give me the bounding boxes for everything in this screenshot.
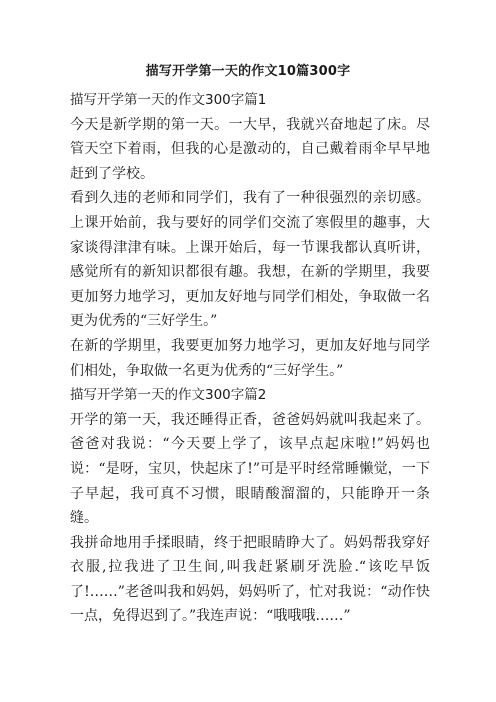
section-heading-2: 描写开学第一天的作文300字篇2: [70, 387, 267, 404]
section-heading-1: 描写开学第一天的作文300字篇1: [70, 92, 267, 108]
paragraph-1: 今天是新学期的第一天。一大早，我就兴奋地起了床。尽管天空下着雨，但我的心是激动的，自己戴着雨伞早早地赶到了学校。: [70, 116, 430, 182]
paragraph-3: 在新的学期里，我要更加努力地学习，更加友好地与同学们相处，争取做一名更为优秀的“三好学生。”: [70, 337, 430, 379]
document-body: [70, 88, 430, 629]
paragraph-5: 我拼命地用手揉眼睛，终于把眼睛睁大了。妈妈帮我穿好衣服,拉我进了卫生间,叫我赶紧刷牙洗脸.“该吃早饭了!……”老爸叫我和妈妈，妈妈听了，忙对我说：“动作快一点，免得迟到了。”我连声说：“哦哦哦……”: [70, 534, 430, 625]
document-title: 描写开学第一天的作文10篇300字: [145, 64, 351, 79]
paragraph-4: 开学的第一天，我还睡得正香，爸爸妈妈就叫我起来了。爸爸对我说：“今天要上学了，该早点起床啦!”妈妈也说：“是呀，宝贝，快起床了!”可是平时经常睡懒觉，一下子早起，我可真不习惯，眼睛酸溜溜的，只能睁开一条缝。: [70, 411, 430, 527]
paragraph-2: 看到久违的老师和同学们，我有了一种很强烈的亲切感。上课开始前，我与要好的同学们交流了寒假里的趣事，大家谈得津津有味。上课开始后，每一节课我都认真听讲，感觉所有的新知识都很有趣。我想，在新的学期里，我要更加努力地学习，更加友好地与同学们相处，争取做一名更为优秀的“三好学生。”: [70, 190, 430, 330]
